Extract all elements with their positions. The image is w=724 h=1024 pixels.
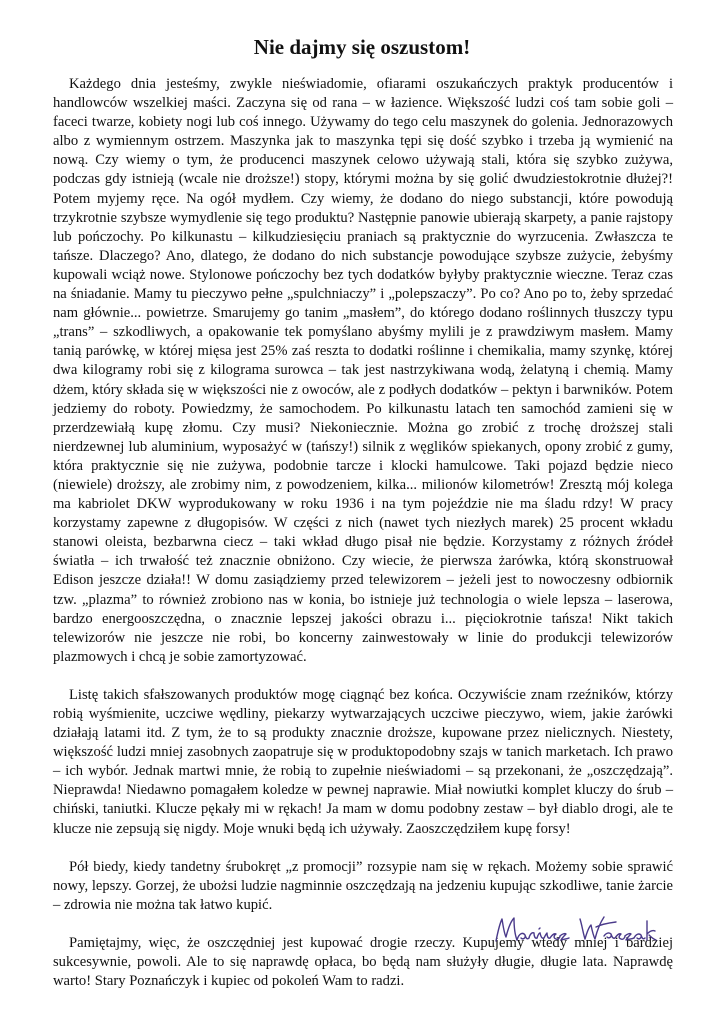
paragraph-2: Listę takich sfałszowanych produktów mogę ciągnąć bez końca. Oczywiście znam rzeźników, którzy robią wyśmienite, uczciwe wędliny, piekarzy wytwarzających uczciwe pieczywo, wiem, jakie żarówki działają latami itd. Z tym, że to są produkty znacznie droższe, kupowane przez nielicznych. Niestety, większość ludzi mniej zasobnych zaopatruje się w produktopodobny szajs w tanich marketach. Ich prawo – ich wybór. Jednak martwi mnie, że robią to zupełnie nieświadomi – są przekonani, że „oszczędzają”. Nieprawda! Niedawno pomagałem koledze w pewnej naprawie. Miał nowiutki komplet kluczy do śrub – chiński, taniutki. Klucze pękały mi w rękach! Ja mam w domu podobny zestaw – był diablo drogi, ale te klucze nie zepsują się nigdy. Moje wnuki będą ich używały. Zaoszczędziłem kupę forsy! [53, 686, 673, 837]
page-title: Nie dajmy się oszustom! [253, 35, 471, 59]
paragraph-3: Pół biedy, kiedy tandetny śrubokręt „z promocji” rozsypie nam się w rękach. Możemy sobie sprawić nowy, lepszy. Gorzej, że ubożsi ludzie nagminnie oszczędzają na jedzeniu kupując szkodliwe, tanie żarcie – zdrowia nie można tak łatwo kupić. [53, 858, 673, 913]
handwritten-signature [490, 905, 660, 950]
paragraph-1: Każdego dnia jesteśmy, zwykle nieświadomie, ofiarami oszukańczych praktyk producentów i handlowców wszelkiej maści. Zaczyna się od rana – w łazience. Większość ludzi coś tam sobie goli – faceci twarze, kobiety nogi lub coś innego. Używamy do tego celu maszynek do golenia. Jednorazowych albo z wymiennym ostrzem. Maszynka jak to maszynka tępi się dość szybko i trzeba ją wymienić na nową. Czy wiemy o tym, że producenci maszynek celowo używają stali, która się szybko zużywa, podczas gdy istnieją (wcale nie droższe!) stopy, którymi można by się golić dwudziestokrotnie dłużej?! Potem myjemy ręce. Na ogół mydłem. Czy wiemy, że dodano do niego substancji, które powodują trzykrotnie szybsze wymydlenie się tego produktu? Następnie panowie ubierają skarpety, a panie rajstopy lub pończochy. Po kilkunastu – kilkudziesięciu praniach są praktycznie do wyrzucenia. Zwłaszcza te tańsze. Dlaczego? Ano, dlatego, że dodano do nich substancje powodujące szybsze zużycie, żebyśmy kupowali wciąż nowe. Stylonowe pończochy bez tych dodatków byłyby praktycznie wieczne. Teraz czas na śniadanie. Mamy tu pieczywo pełne „spulchniaczy” i „polepszaczy”. Po co? Ano po to, żeby sprzedać nam głównie... powietrze. Smarujemy go tanim „masłem”, do którego dodano roślinnych tłuszczy typu „trans” – szkodliwych, a opakowanie tek pomyślano abyśmy mylili je z prawdziwym masłem. Mamy tanią parówkę, w której mięsa jest 25% zaś reszta to dodatki roślinne i chemikalia, mamy szynkę, której dwa kilogramy robi się z kilograma surowca – tak jest nastrzykiwana wodą, żelatyną i chemią. Mamy dżem, który składa się w większości nie z owoców, ale z podłych dodatków – pektyn i barwników. Potem jedziemy do roboty. Powiedzmy, że samochodem. Po kilkunastu latach ten samochód zamieni się w przerdzewiałą kupę złomu. Czy musi? Niekoniecznie. Można go zrobić z trochę droższej stali nierdzewnej lub aluminium, wyposażyć w (tańszy!) silnik z węglików spiekanych, opony zrobić z gumy, która praktycznie się nie zużywa, podobnie tarcze i klocki hamulcowe. Taki pojazd będzie nieco (niewiele) droższy, ale zrobimy nim, z powodzeniem, kilka... milionów kilometrów! Zresztą mój kolega ma kabriolet DKW wyprodukowany w roku 1936 i na tym pojeździe nie ma śladu rdzy! W pracy korzystamy zapewne z długopisów. W części z nich (nawet tych niezłych marek) 25 procent wkładu stanowi oleista, bezbarwna ciecz – taki wkład długo pisał nie będzie. Korzystamy z różnych źródeł światła – ich trwałość też znacznie obniżono. Czy wiecie, że pierwsza żarówka, którą skonstruował Edison jeszcze działa!! W domu zasiądziemy przed telewizorem – jeżeli jest to nowoczesny odbiornik tzw. „plazma” to również zrobiono nas w konia, bo istnieje już technologia o wiele lepsza – laserowa, bardzo energooszczędna, o znacznie lepszej jakości obrazu i... pięciokrotnie tańsza! Nikt takich telewizorów nie jeszcze nie robi, bo koncerny zainwestowały w linie do produkcji telewizorów plazmowych i chcą je sobie zamortyzować. [53, 76, 673, 665]
article-body [53, 75, 673, 1010]
paragraph-4: Pamiętajmy, więc, że oszczędniej jest kupować drogie rzeczy. Kupujemy wtedy mniej i bardziej sukcesywnie, powoli. Ale to się naprawdę opłaca, bo będą nam służyły długie, długie lata. Naprawdę warto! Stary Poznańczyk i kupiec od pokoleń Wam to radzi. [53, 934, 673, 990]
